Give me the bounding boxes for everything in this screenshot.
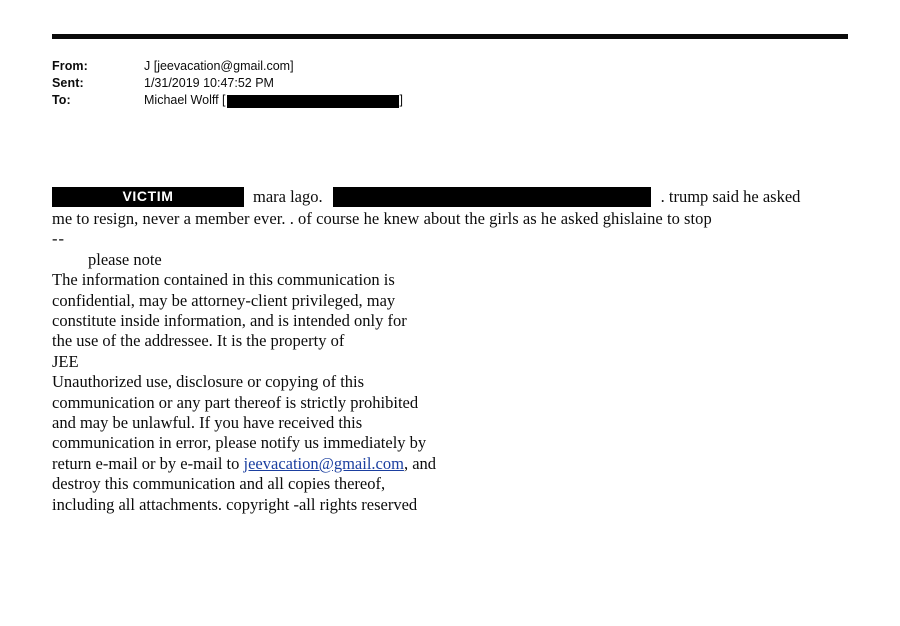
disclaimer-line: Unauthorized use, disclosure or copying of this [52,372,365,392]
body-separator-dashes: -- [52,229,65,249]
redaction-bar-recipient [227,95,399,108]
disclaimer-line: The information contained in this communication is [52,270,395,290]
disclaimer-line: communication or any part thereof is strictly prohibited [52,392,419,412]
email-link[interactable]: jeevacation@gmail.com [243,453,404,473]
disclaimer-line: communication in error, please notify us immediately by [52,433,427,453]
disclaimer-line: JEE [52,351,79,371]
header-row-to [52,92,848,109]
sent-label: Sent: [52,76,84,90]
disclaimer-line: the use of the addressee. It is the property of [52,331,345,351]
return-line-before: return e-mail or by e-mail to [52,453,244,473]
email-body [52,186,852,515]
header-row-from [52,58,848,75]
body-line-1-text: mara lago. [253,186,323,206]
to-value [144,92,848,109]
disclaimer-line: including all attachments. copyright -all rights reserved [52,494,418,514]
header-rule [52,34,848,39]
please-note-text: please note [88,249,162,269]
to-value-suffix: ] [399,93,403,107]
sent-value: 1/31/2019 10:47:52 PM [144,76,274,90]
redaction-bar-body [333,187,651,207]
body-line-1-trailing: . trump said he asked [660,186,801,206]
email-header [52,58,848,109]
body-line-2: me to resign, never a member ever. . of course he knew about the girls as he asked ghislaine to stop [52,209,712,228]
body-line-1 [52,186,852,208]
disclaimer-block [52,270,852,515]
header-row-sent [52,75,848,92]
disclaimer-line: and may be unlawful. If you have received this [52,413,363,433]
from-label: From: [52,59,88,73]
to-value-prefix: Michael Wolff [ [144,93,226,107]
return-line-after: , and [403,453,437,473]
disclaimer-line: destroy this communication and all copies thereof, [52,474,386,494]
disclaimer-line: constitute inside information, and is intended only for [52,311,407,331]
disclaimer-return-line [52,454,852,474]
to-label: To: [52,93,71,107]
disclaimer-line: confidential, may be attorney-client privileged, may [52,290,396,310]
from-value: J [jeevacation@gmail.com] [144,59,294,73]
redaction-bar-victim: VICTIM [52,187,244,207]
